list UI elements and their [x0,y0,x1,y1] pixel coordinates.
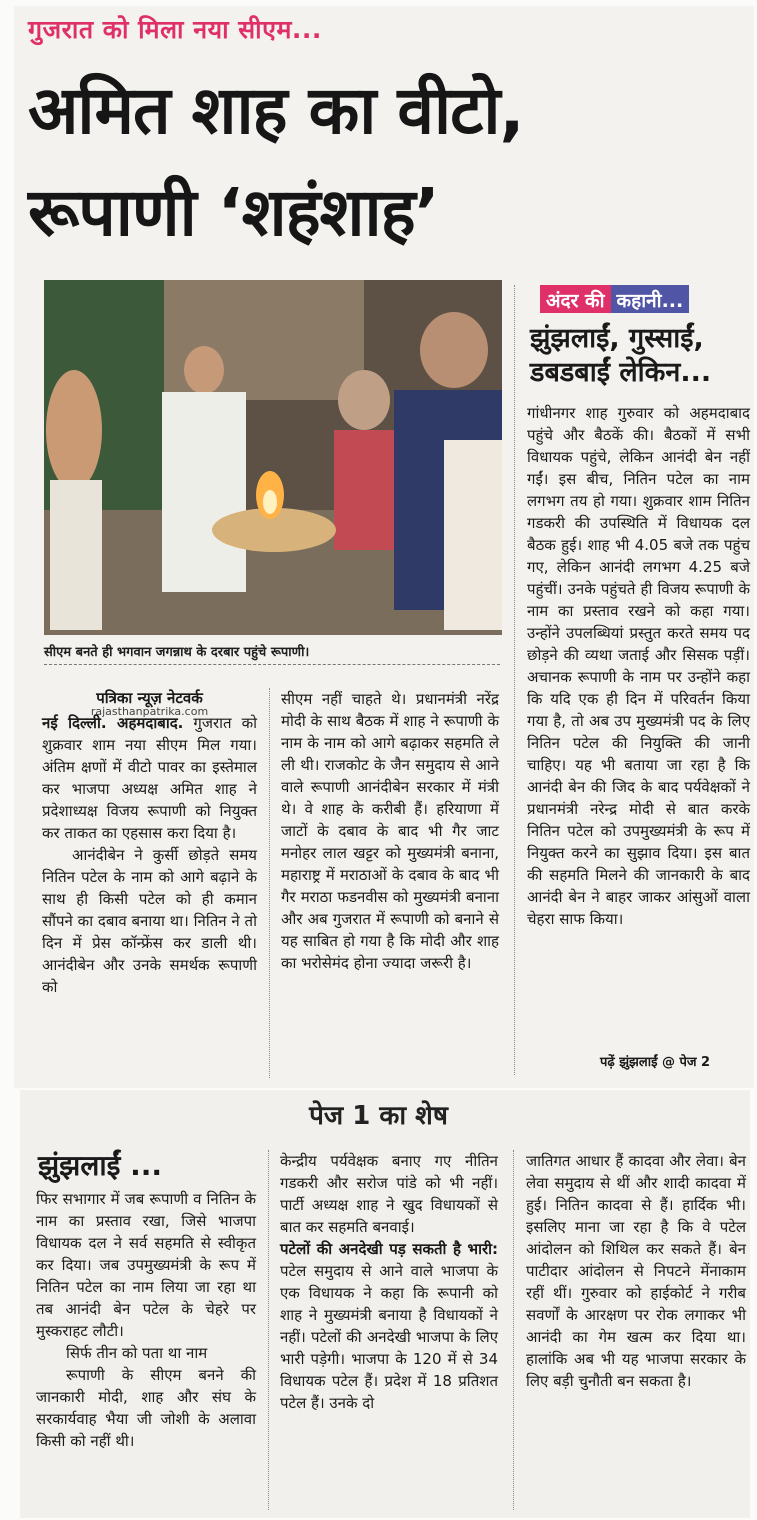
inside-story-text: गांधीनगर शाह गुरुवार को अहमदाबाद पहुंचे और बैठकें की। बैठकों में सभी विधायक पहुंचे, लेकिन आनंदी बेन नहीं गईं। इस बीच, नितिन पटेल का नाम लगभग तय हो गया। शुक्रवार शाम नितिन गडकरी की उपस्थिति में विधायक दल बैठक हुई। शाह भी 4.05 बजे तक पहुंच गए, लेकिन आनंदी लगभग 4.25 बजे पहुंचीं। उनके पहुंचते ही विजय रूपाणी के नाम का प्रस्ताव रखने को कहा गया। उन्होंने उपलब्धियां प्रस्तुत करते समय पद छोड़ने की व्यथा जताई और सिसक पड़ीं। अचानक रूपाणी के नाम पर उन्होंने कहा कि यदि एक ही दिन में परिवर्तन किया गया है, तो अब उप मुख्यमंत्री पद के लिए नितिन पटेल की नियुक्ति की जानी चाहिए। यह भी बताया जा रहा है कि आनंदी बेन की जिद के बाद पर्यवेक्षकों ने प्रधानमंत्री नरेन्द्र मोदी से बात करके नितिन पटेल को उपमुख्यमंत्री के रूप में नियुक्त करने का सुझाव दिया। इस बात की सहमति मिलने की जानकारी के बाद आनंदी बेन ने बाहर जाकर आंसुओं वाला चेहरा साफ किया। [527,404,750,928]
main-story-left-column [42,712,257,998]
continuation-banner: पेज 1 का शेष [309,1101,448,1131]
cont-mid-para-2: पटेल समुदाय से आने वाले भाजपा के एक विधायक ने कहा कि रूपानी को शाह ने मुख्यमंत्री बनाया है विधायकों ने नहीं। पटेलों की अनदेखी भाजपा के लिए भारी पड़ेगी। भाजपा के 120 में से 34 विधायक पटेल हैं। प्रदेश में 18 प्रतिशत पटेल हैं। उनके दो [280,1262,498,1412]
photo-caption: सीएम बनते ही भगवान जगन्नाथ के दरबार पहुंचे रूपाणी। [44,645,310,660]
dateline: नई दिल्ली. अहमदाबाद. [42,714,184,732]
inside-tag-part-1: अंदर की [540,285,611,313]
byline-url: rajasthanpatrika.com [90,705,209,718]
cont-right-para: जातिगत आधार हैं कादवा और लेवा। बेन लेवा समुदाय से थीं और शादी कादवा में हुई। नितिन कादवा से हैं। हार्दिक भी। इसलिए माना जा रहा है कि वे पटेल आंदोलन को शिथिल कर सकते हैं। बेन पाटीदार आंदोलन से निपटने मेंनाकाम रहीं थीं। गुरुवार को हाईकोर्ट ने गरीब सवर्णों के आरक्षण पर रोक लगाकर भी आनंदी का गेम खत्म कर दिया था। हालांकि अब भी यह भाजपा सरकार के लिए बड़ी चुनौती बन सकता है। [526,1152,746,1390]
main-para-2: आनंदीबेन ने कुर्सी छोड़ते समय नितिन पटेल के नाम को आगे बढ़ाने के साथ ही किसी पटेल को ही कमान सौंपने का दबाव बनाया था। नितिन ने तो दिन में प्रेस कॉन्फ्रेंस कर डाली थी। आनंदीबेन और उनके समर्थक रूपाणी को [42,846,257,996]
news-photo [44,280,502,635]
main-para-3: सीएम नहीं चाहते थे। प्रधानमंत्री नरेंद्र मोदी के साथ बैठक में शाह ने रूपाणी के नाम के नाम को आगे बढ़ाकर सहमति ले ली थी। राजकोट के जैन समुदाय से आने वाले रूपाणी आनंदीबेन सरकार में मंत्री थे। वे शाह के करीबी हैं। हरियाणा में जाटों के दबाव के बाद भी गैर जाट मनोहर लाल खट्टर को मुख्यमंत्री बनाना, महाराष्ट्र में मराठाओं के दबाव के बाद भी गैर मराठा फडनवीस को मुख्यमंत्री बनाना और अब गुजरात में रूपाणी को बनाने से यह साबित हो गया है कि मोदी और शाह का भरोसेमंद होना ज्यादा जरूरी है। [281,690,499,972]
photo-illustration [44,280,502,635]
headline-line-2: रूपाणी ‘शहंशाह’ [28,174,439,251]
cont-left-para-2: सिर्फ तीन को पता था नाम [66,1344,208,1362]
cont-subhead: पटेलों की अनदेखी पड़ सकती है भारी: [280,1240,498,1258]
column-divider-3 [268,1150,269,1510]
column-divider-4 [513,1150,514,1510]
continuation-right-column [526,1150,746,1392]
column-divider [269,688,270,1078]
inside-story-tag [540,285,689,313]
cont-left-para-1: फिर सभागार में जब रूपाणी व नितिन के नाम का प्रस्ताव रखा, जिसे भाजपा विधायक दल ने सर्व सहमति से स्वीकृत कर दिया। जब उपमुख्यमंत्री के रूप में नितिन पटेल का नाम लिया जा रहा था तब आनंदी बेन पटेल के चेहरे पर मुस्कराहट लौटी। [36,1190,256,1340]
headline-line-1: अमित शाह का वीटो, [28,72,524,149]
cont-left-para-3: रूपाणी के सीएम बनने की जानकारी मोदी, शाह और संघ के सरकार्यवाह भैया जी जोशी के अलावा किसी को नहीं थी। [36,1366,256,1450]
byline: पत्रिका न्यूज़ नेटवर्क [96,689,203,707]
inside-story-body [527,402,750,930]
continue-reference: पढ़ें झुंझलाईं @ पेज 2 [600,1055,711,1070]
continuation-heading: झुंझलाईं ... [38,1149,162,1182]
inside-tag-part-2: कहानी... [611,285,690,313]
caption-divider [44,664,500,665]
continuation-middle-column [280,1150,498,1414]
cont-mid-para-1: केन्द्रीय पर्यवेक्षक बनाए गए नीतिन गडकरी और सरोज पांडे को भी नहीं। पार्टी अध्यक्ष शाह ने खुद विधायकों से बात कर सहमति बनवाई। [280,1152,498,1236]
column-divider-2 [514,285,515,1075]
kicker: गुजरात को मिला नया सीएम... [28,15,322,44]
inside-story-headline: झुंझलाईं, गुस्साईं, डबडबाईं लेकिन... [530,323,712,388]
continuation-left-column [36,1188,256,1452]
main-para-1: गुजरात को शुक्रवार शाम नया सीएम मिल गया। अंतिम क्षणों में वीटो पावर का इस्तेमाल कर भाजपा अध्यक्ष अमित शाह ने प्रदेशाध्यक्ष विजय रूपाणी को नियुक्त कर ताकत का एहसास करा दिया है। [42,714,257,842]
main-story-middle-column [281,688,499,974]
